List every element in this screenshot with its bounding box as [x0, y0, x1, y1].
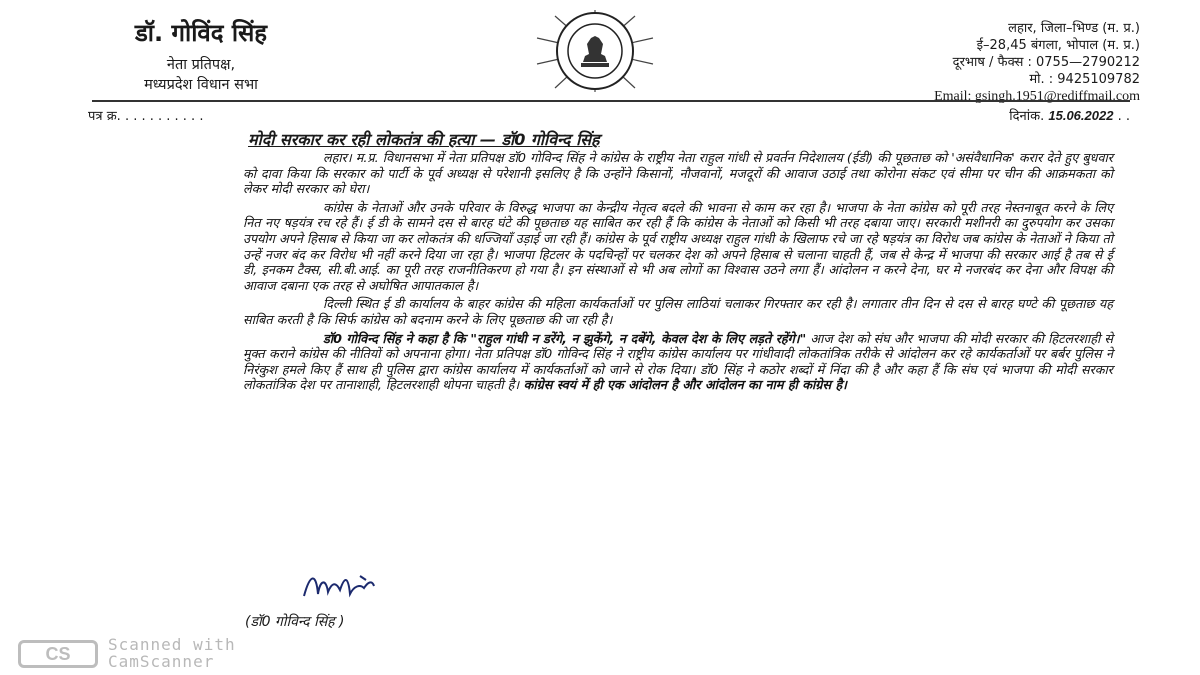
phone-fax: दूरभाष / फैक्स : 0755—2790212 [952, 55, 1140, 70]
email-address: Email: gsingh.1951@rediffmail.com [934, 89, 1140, 104]
date-value: 15.06.2022 [1048, 108, 1114, 123]
address-line1: लहार, जिला–भिण्ड (म. प्र.) [1008, 21, 1140, 36]
letterhead-role-line2: मध्यप्रदेश विधान सभा [144, 77, 258, 93]
letter-body [243, 150, 1113, 396]
letterhead-contact [934, 20, 1140, 105]
press-release-title: मोदी सरकार कर रही लोकतंत्र की हत्या — डॉ0 गोविन्द सिंह [248, 130, 600, 149]
signature-icon [300, 568, 410, 604]
quote-bold: डॉ0 गोविन्द सिंह ने कहा है कि "राहुल गांधी न डरेंगे, न झुकेंगे, न दबेंगे, केवल देश के लिए लड़ते रहेंगे।" [323, 330, 807, 346]
letterhead-role-line1: नेता प्रतिपक्ष, [166, 57, 236, 73]
paragraph-4-text: आज देश को संघ और भाजपा की मोदी सरकार की हिटलरशाही से मुक्त कराने कांग्रेस की नीतियों को अपनाना होगा। नेता प्रतिपक्ष डॉ0 गोविन्द सिंह ने राष्ट्रीय कांग्रेस कार्यालय पर गांधीवादी लोकतांत्रिक तरीके से आंदोलन कर रहे कार्यकर्ताओं पर बर्बर पुलिस ने निरंकुश हमले किए हैं साथ ही पुलिस द्वारा कांग्रेस कार्यालय में कार्यकर्ताओं को जाने से रोक दिया। डॉ0 सिंह ने कठोर शब्दों में निंदा की है और कहा हैं कि संघ एवं भाजपा की मोदी सरकार लोकतांत्रिक देश पर तानाशाही, हिटलरशाही थोपना चाहती है। [243, 330, 1113, 393]
address-line2: ई–28,45 बंगला, भोपाल (म. प्र.) [976, 38, 1140, 53]
seal-emblem-icon [525, 8, 665, 94]
camscanner-watermark [108, 636, 236, 670]
closing-bold: कांग्रेस स्वयं में ही एक आंदोलन है और आंदोलन का नाम ही कांग्रेस है। [519, 377, 847, 393]
letterhead-name: डॉ. गोविंद सिंह [134, 19, 268, 47]
watermark-line2: CamScanner [108, 652, 215, 671]
handwritten-signature [300, 568, 410, 604]
header-divider [92, 100, 1130, 102]
letter-date [1009, 106, 1130, 124]
signatory-name: (डॉ0 गोविन्द सिंह ) [245, 614, 345, 630]
date-suffix: . . [1117, 109, 1130, 124]
letter-reference: पत्र क्र. . . . . . . . . . . [88, 109, 204, 124]
paragraph-4 [243, 331, 1113, 393]
paragraph-3: दिल्ली स्थित ई डी कार्यालय के बाहर कांग्रेस की महिला कार्यकर्ताओं पर पुलिस लाठियां चलाकर गिरफ्तार कर रही है। लगातार तीन दिन से दस से बारह घण्टे की पूछताछ यह साबित करती है कि सिर्फ कांग्रेस को बदनाम करने के लिए पूछताछ की जा रही है। [243, 296, 1113, 327]
assembly-seal-logo [525, 8, 665, 94]
mobile-number: मो. : 9425109782 [1029, 72, 1140, 87]
paragraph-1: लहार। म.प्र. विधानसभा में नेता प्रतिपक्ष डॉ0 गोविन्द सिंह ने कांग्रेस के राष्ट्रीय नेता राहुल गांधी से प्रवर्तन निदेशालय (ईडी) की पूछताछ को 'असंवैधानिक' करार देते हुए बुधवार को दावा किया कि सरकार को पार्टी के पूर्व अध्यक्ष से परेशानी इसलिए है कि उन्होंने किसानों, नौजवानों, मजदूरों की आवाज उठाई तथा कोरोना संकट एवं सीमा पर चीन की आक्रमकता को लेकर मोदी सरकार को घेरा। [243, 150, 1113, 197]
camscanner-logo: CS [18, 640, 98, 668]
paragraph-2: कांग्रेस के नेताओं और उनके परिवार के विरुद्ध भाजपा का केन्द्रीय नेतृत्व बदले की भावना से काम कर रहा है। भाजपा के नेता कांग्रेस को पूरी तरह नेस्तनाबूत करने के लिए नित नए षड़यंत्र रच रहे हैं। ई डी के सामने दस से बारह घंटे की पूछताछ यह साबित कर रही हैं कि कांग्रेस के नेताओं को किसी भी तरह दबाया जाए। सरकारी मशीनरी का दुरुपयोग कर उसका उपयोग अपने हिसाब से किया जा कर लोकतंत्र की धज्जियाँ उड़ाई जा रही हैं। कांग्रेस के पूर्व राष्ट्रीय अध्यक्ष राहुल गांधी के खिलाफ रचे जा रहे षड़यंत्र का विरोध जब कांग्रेस के नेताओं ने किया तो उन्हें नजर बंद कर विरोध भी नहीं करने दिया जा रहा है। भाजपा हिटलर के पदचिन्हों पर चलकर देश को अपने हिसाब से चलाना चाहती हैं, जब से केन्द्र में भाजपा की सरकार आई है तब से ई डी, इनकम टैक्स, सी.बी.आई. का पूरी तरह राजनीतिकरण हो गया है। इन संस्थाओं से भी अब लोगों का विश्वास उठने लगा हैं। आंदोलन न करने देना, घर मे नजरबंद कर देना और विपक्ष की आवाज दबाना एक तरह से अघोषित आपातकाल है। [243, 199, 1113, 293]
watermark-line1: Scanned with [108, 635, 236, 654]
letterhead-left [36, 16, 366, 95]
date-label: दिनांक. [1009, 109, 1045, 124]
